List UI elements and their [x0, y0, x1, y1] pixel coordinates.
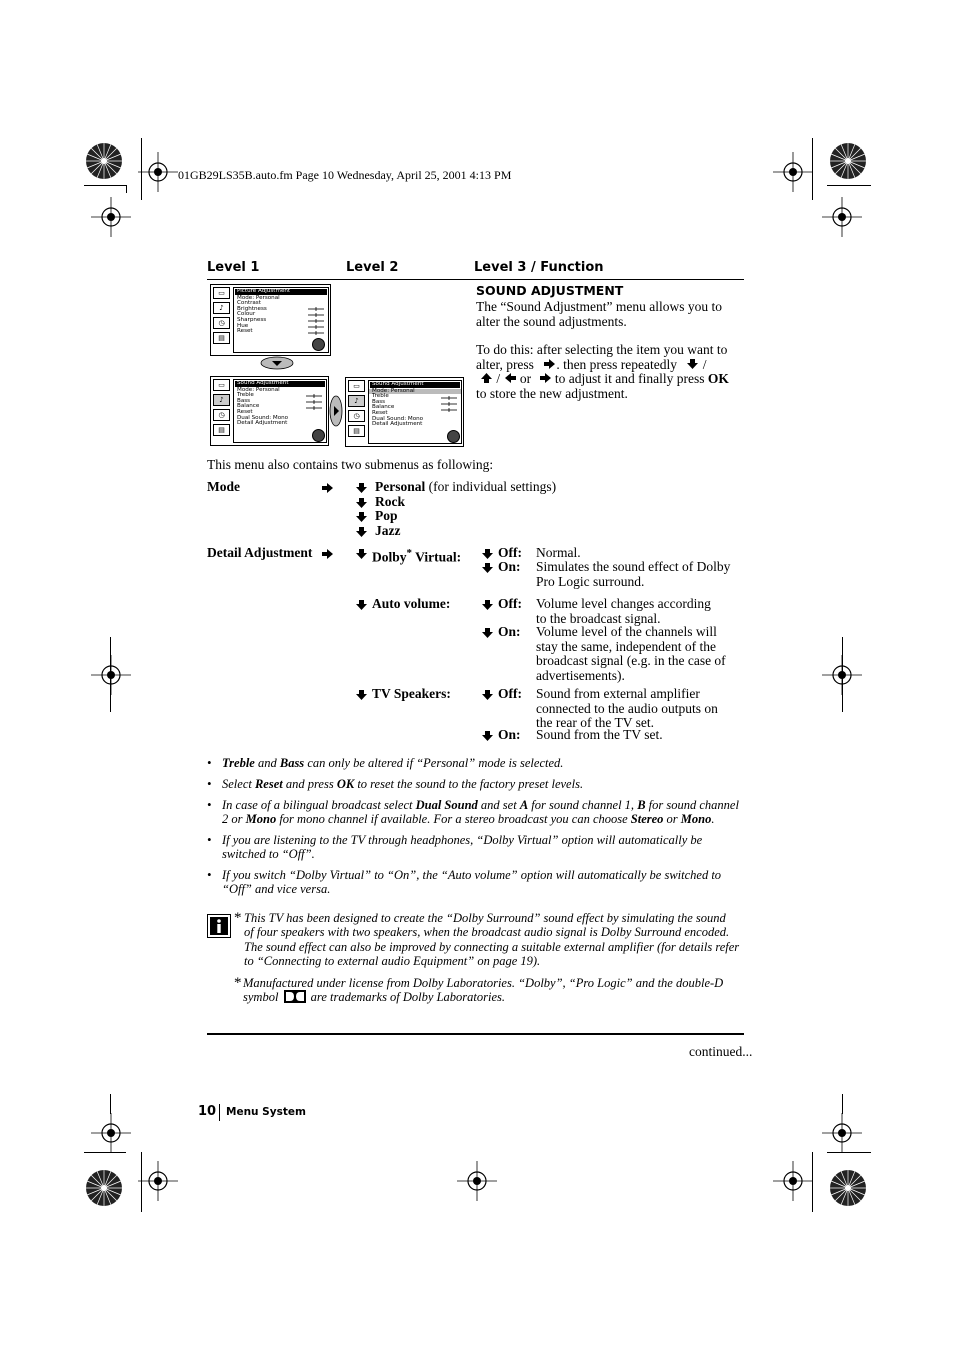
sound-note-icon: ♪	[213, 394, 230, 406]
bullet-note-dolby-auto-volume: • If you switch “Dolby Virtual” to “On”, the “Auto volume” option will automatically be switched to “Off” and vice versa.	[207, 868, 747, 897]
timer-icon: ◷	[348, 410, 365, 422]
crop-line	[812, 1152, 813, 1212]
page-number-divider	[219, 1104, 220, 1121]
note-text: to reset the sound to the factory preset levels.	[354, 777, 584, 791]
osd-row: Bass	[372, 398, 386, 405]
crosshair-mark	[138, 152, 178, 192]
sound-note-icon: ♪	[348, 395, 365, 407]
dolby-suffix: Virtual:	[412, 549, 462, 565]
crop-line	[812, 138, 813, 200]
osd-panel	[233, 287, 329, 353]
info-note-license	[234, 976, 749, 1005]
osd-row: Dual Sound: Mono	[237, 414, 289, 421]
desc-line: Sound from external amplifier	[536, 686, 700, 701]
em-text: B	[637, 798, 646, 812]
note-text: for mono channel if available. For a stereo broadcast you can choose	[276, 812, 631, 827]
footnote-star: *	[234, 975, 242, 991]
osd-row: Balance	[237, 403, 260, 410]
note-line: If you are listening to the TV through headphones, “Dolby Virtual” option will automatically be	[222, 833, 703, 847]
dolby-footnote-star: *	[406, 547, 413, 559]
section-name: Menu System	[226, 1106, 306, 1118]
crosshair-mark	[822, 197, 862, 237]
bullet-note-treble-bass: • Treble and Bass can only be altered if “Personal” mode is selected.	[207, 756, 564, 770]
page-number: 10	[198, 1104, 217, 1119]
sound-adjustment-instructions	[476, 343, 748, 401]
osd-panel	[368, 380, 462, 444]
osd-row: Contrast	[237, 300, 261, 307]
desc-line: connected to the audio outputs on	[536, 700, 718, 716]
crosshair-mark	[457, 1161, 497, 1201]
mode-option-jazz: Jazz	[375, 523, 401, 538]
desc-line: Volume level changes according	[536, 596, 711, 611]
instruction-line	[476, 358, 748, 373]
right-arrow-icon	[321, 548, 334, 560]
osd-row: Balance	[372, 404, 395, 411]
right-pad-icon	[329, 395, 343, 427]
osd-icon-column	[213, 287, 231, 347]
slider-marks	[306, 394, 324, 418]
right-arrow-icon	[539, 372, 552, 384]
down-arrow-icon	[481, 730, 494, 742]
down-arrow-icon	[355, 511, 368, 523]
instruction-text: /	[702, 356, 707, 372]
osd-row: Colour	[237, 311, 256, 318]
dolby-virtual-label	[372, 546, 461, 565]
osd-row: Bass	[237, 397, 251, 404]
desc-line: advertisements).	[536, 667, 625, 683]
tv-on-desc: Sound from the TV set.	[536, 727, 663, 742]
timer-icon: ◷	[213, 317, 230, 329]
auto-volume-label: Auto volume:	[372, 596, 451, 611]
mode-option-pop: Pop	[375, 508, 398, 523]
osd-row: Reset	[237, 328, 253, 335]
osd-sound-adjustment-l2	[345, 377, 464, 447]
starburst-mark-bottom-left	[84, 1168, 124, 1208]
picture-icon: ▭	[348, 380, 365, 392]
level-1-heading: Level 1	[207, 260, 260, 275]
em-text: Bass	[279, 756, 305, 770]
setup-icon: ▤	[348, 425, 365, 437]
crosshair-mark	[773, 152, 813, 192]
instruction-text: to adjust it and finally press	[554, 371, 705, 386]
crop-line	[842, 637, 843, 712]
osd-row-selected: Mode: Personal	[369, 389, 461, 395]
desc-line: Volume level of the channels will	[536, 624, 717, 639]
picture-icon: ▭	[213, 379, 230, 391]
info-line: of four speakers with two speakers, when the broadcast audio signal is Dolby Surround encoded.	[244, 925, 730, 940]
info-text: symbol	[243, 990, 279, 1005]
info-note-dolby-surround	[234, 911, 749, 968]
note-line: switched to “Off”.	[222, 847, 315, 862]
osd-row: Treble	[237, 392, 254, 399]
submenus-intro: This menu also contains two submenus as following:	[207, 457, 494, 472]
info-text: are trademarks of Dolby Laboratories.	[310, 990, 505, 1005]
bullet-note-headphones: • If you are listening to the TV through headphones, “Dolby Virtual” option will automatically be switched to “Off”.	[207, 833, 747, 862]
em-text: Reset	[254, 777, 283, 791]
osd-panel-title: Sound Adjustment	[370, 382, 460, 388]
note-text: and set	[477, 798, 520, 812]
down-arrow-icon	[355, 482, 368, 494]
crosshair-mark	[91, 1113, 131, 1153]
note-text: Select	[222, 777, 255, 791]
dolby-on-label: On:	[498, 559, 521, 574]
info-line: This TV has been designed to create the “Dolby Surround” sound effect by simulating the sound	[244, 911, 726, 925]
osd-row: Dual Sound: Mono	[372, 415, 424, 422]
instruction-line	[476, 372, 748, 387]
osd-row: Mode: Personal	[237, 294, 280, 301]
note-text: 2 or	[222, 812, 246, 827]
up-arrow-icon	[480, 372, 493, 384]
mode-label: Mode	[207, 479, 240, 494]
crosshair-mark	[773, 1161, 813, 1201]
em-text: Stereo	[630, 812, 664, 827]
right-arrow-icon	[321, 482, 334, 494]
crosshair-mark	[138, 1161, 178, 1201]
crop-line	[141, 138, 142, 200]
osd-row: Detail Adjustment	[237, 420, 288, 427]
right-arrow-icon	[543, 358, 556, 370]
tv-on-label: On:	[498, 727, 521, 742]
em-text: OK	[336, 777, 355, 791]
osd-row: Mode: Personal	[237, 386, 280, 393]
timer-icon: ◷	[213, 409, 230, 421]
instruction-text: /	[496, 371, 501, 386]
instruction-text: . then press repeatedly	[556, 356, 678, 372]
file-info-header: 01GB29LS35B.auto.fm Page 10 Wednesday, April 25, 2001 4:13 PM	[178, 168, 512, 182]
info-line	[243, 990, 749, 1004]
osd-row: Sharpness	[237, 316, 267, 323]
dolby-on-desc	[536, 560, 730, 589]
em-text: Treble	[222, 756, 255, 770]
info-line: Manufactured under license from Dolby Laboratories. “Dolby”, “Pro Logic” and the double-D	[243, 976, 724, 990]
auto-on-desc	[536, 625, 726, 683]
sound-adjustment-heading: SOUND ADJUSTMENT	[476, 283, 624, 298]
osd-row: Detail Adjustment	[372, 421, 423, 428]
osd-row: Reset	[237, 408, 253, 415]
crop-line	[842, 1094, 843, 1114]
em-text: Mono	[680, 812, 712, 827]
setup-icon: ▤	[213, 332, 230, 344]
crop-line	[110, 1094, 111, 1114]
crop-line	[126, 185, 127, 193]
note-line: If you switch “Dolby Virtual” to “On”, the “Auto volume” option will automatically be switched to	[222, 868, 722, 882]
header-rule	[207, 279, 744, 280]
osd-sound-adjustment-l1	[210, 376, 329, 446]
footnote-star: *	[234, 910, 242, 926]
desc-line: stay the same, independent of the	[536, 638, 716, 654]
desc-line: the rear of the TV set.	[536, 715, 654, 730]
osd-row: Treble	[372, 393, 389, 400]
option-name: Personal	[375, 479, 426, 494]
note-text: In case of a bilingual broadcast select	[222, 798, 416, 812]
dolby-off-label: Off:	[498, 545, 522, 560]
note-text: or	[663, 812, 681, 827]
em-text: A	[519, 798, 529, 812]
crosshair-mark	[91, 197, 131, 237]
osd-icon-column	[213, 379, 231, 439]
osd-panel-title: Sound Adjustment	[235, 381, 325, 387]
note-text: for sound channel	[645, 798, 739, 812]
crop-line	[141, 1152, 142, 1212]
level-2-heading: Level 2	[346, 260, 399, 275]
auto-off-desc	[536, 597, 711, 626]
note-line: “Off” and vice versa.	[222, 882, 331, 897]
ok-icon	[312, 338, 325, 351]
em-text: Dual Sound	[415, 798, 478, 812]
picture-icon: ▭	[213, 287, 230, 299]
crosshair-mark	[91, 655, 131, 695]
crop-line	[827, 1152, 871, 1153]
auto-off-label: Off:	[498, 596, 522, 611]
level-3-heading: Level 3 / Function	[474, 260, 604, 275]
bullet-note-dual-sound: • In case of a bilingual broadcast select Dual Sound and set A for sound channel 1, B for sound channel 2 or Mono for mono channel if available. For a stereo broadcast you can choose Stereo or Mono.	[207, 798, 739, 827]
note-text: can only be altered if “Personal” mode is selected.	[304, 756, 564, 770]
dolby-text: Dolby	[372, 549, 407, 565]
note-text: for sound channel 1,	[528, 798, 638, 812]
down-arrow-icon	[355, 689, 368, 701]
slider-marks	[441, 396, 459, 420]
em-text: Mono	[245, 812, 277, 827]
ok-icon	[447, 430, 460, 443]
detail-adjustment-label: Detail Adjustment	[207, 545, 313, 560]
option-desc: (for individual settings)	[428, 479, 557, 494]
bullet-note-reset: • Select Reset and press OK to reset the sound to the factory preset levels.	[207, 777, 584, 791]
desc-line: broadcast signal (e.g. in the case of	[536, 653, 726, 668]
down-arrow-icon	[481, 562, 494, 574]
osd-row: Hue	[237, 322, 249, 329]
slider-marks	[308, 307, 326, 337]
instruction-line: To do this: after selecting the item you want to	[476, 342, 728, 357]
osd-picture-adjustment	[210, 284, 331, 356]
footer-rule	[207, 1033, 744, 1035]
crop-line	[84, 185, 126, 186]
crop-line	[827, 185, 871, 186]
down-pad-icon	[260, 356, 294, 370]
sound-note-icon: ♪	[213, 302, 230, 314]
desc-line: to the broadcast signal.	[536, 610, 661, 626]
tv-speakers-label: TV Speakers:	[372, 686, 451, 701]
ok-key-label: OK	[707, 371, 729, 386]
starburst-mark-bottom-right	[828, 1168, 868, 1208]
starburst-mark-top-right	[828, 141, 868, 181]
osd-row: Brightness	[237, 305, 267, 312]
mode-option-rock: Rock	[375, 494, 405, 509]
crosshair-mark	[822, 1113, 862, 1153]
ok-icon	[312, 429, 325, 442]
instruction-text: alter, press	[476, 356, 534, 372]
dolby-off-desc: Normal.	[536, 545, 581, 560]
down-arrow-icon	[481, 548, 494, 560]
down-arrow-icon	[481, 627, 494, 639]
crop-line	[84, 1152, 126, 1153]
info-icon	[207, 914, 231, 938]
crop-line	[110, 637, 111, 712]
down-arrow-icon	[481, 689, 494, 701]
down-arrow-icon	[355, 599, 368, 611]
tv-off-label: Off:	[498, 686, 522, 701]
mode-option-personal	[375, 480, 556, 495]
osd-panel-title: Picture Adjustment	[235, 289, 327, 295]
desc-line: Simulates the sound effect of Dolby	[536, 559, 731, 574]
osd-row: Reset	[372, 409, 388, 416]
continued-label: continued...	[689, 1044, 753, 1059]
osd-panel	[233, 379, 327, 443]
instruction-text: or	[519, 371, 532, 386]
desc-line: Pro Logic surround.	[536, 573, 645, 589]
setup-icon: ▤	[213, 424, 230, 436]
down-arrow-icon	[355, 526, 368, 538]
note-text: and press	[282, 777, 337, 791]
info-line: The sound effect can also be improved by connecting a suitable external amplifier (for details refer	[244, 939, 740, 954]
instruction-line: to store the new adjustment.	[476, 385, 628, 401]
double-d-symbol-icon	[284, 990, 306, 1003]
tv-off-desc	[536, 687, 718, 731]
starburst-mark-top-left	[84, 141, 124, 181]
auto-on-label: On:	[498, 624, 521, 639]
note-text: .	[711, 812, 715, 827]
note-text: and	[254, 756, 280, 770]
osd-icon-column	[348, 380, 366, 440]
down-arrow-icon	[355, 497, 368, 509]
sound-adjustment-intro: The “Sound Adjustment” menu allows you to alter the sound adjustments.	[476, 299, 722, 329]
down-arrow-icon	[481, 599, 494, 611]
info-line: to “Connecting to external audio Equipment” on page 19).	[244, 953, 541, 968]
down-arrow-icon	[686, 358, 699, 370]
left-arrow-icon	[504, 372, 517, 384]
down-arrow-icon	[355, 548, 368, 560]
